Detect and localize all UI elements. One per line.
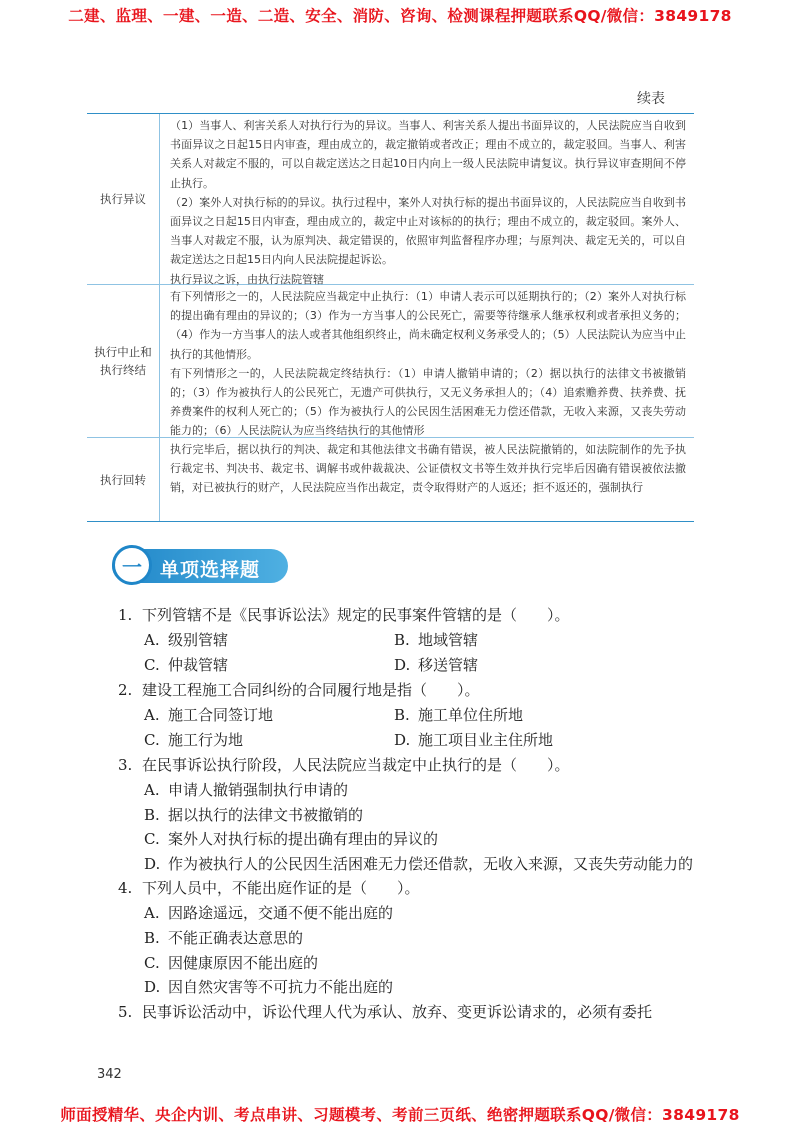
option-group <box>118 628 698 678</box>
option: B. 不能正确表达意思的 <box>144 928 304 947</box>
section-title: 单项选择题 <box>160 559 261 581</box>
option: D. 作为被执行人的公民因生活困难无力偿还借款，无收入来源，又丧失劳动能力的 <box>144 854 694 873</box>
table-row <box>87 114 694 284</box>
option: A. 级别管辖 <box>144 631 229 649</box>
option-group <box>118 703 698 753</box>
question <box>118 1000 698 1025</box>
question-stem: 5. 民事诉讼活动中，诉讼代理人代为承认、放弃、变更诉讼请求的，必须有委托 <box>118 1002 653 1021</box>
option: B. 施工单位住所地 <box>394 706 524 724</box>
table-row <box>87 284 694 437</box>
option: D. 移送管辖 <box>394 656 479 674</box>
paragraph: 执行完毕后，据以执行的判决、裁定和其他法律文书确有错误，被人民法院撤销的，如法院制作的先予执行裁定书、判决书、裁定书、调解书或仲裁裁决、公证债权文书等生效并执行完毕后因确有错误被依法撤销，对已被执行的财产，人民法院应当作出裁定，责令取得财产的人返还；拒不返还的，强制执行 <box>170 443 686 495</box>
option: A. 申请人撤销强制执行申请的 <box>144 781 349 799</box>
question-stem: 3. 在民事诉讼执行阶段，人民法院应当裁定中止执行的是（ ）。 <box>118 756 570 774</box>
option: A. 施工合同签订地 <box>144 706 274 724</box>
enforcement-table <box>87 113 694 522</box>
question <box>118 876 698 999</box>
paragraph: 有下列情形之一的，人民法院裁定终结执行：（1）申请人撤销申请的；（2）据以执行的法律文书被撤销的；（3）作为被执行人的公民死亡，无遗产可供执行，又无义务承担人的；（4）追索赡养费、扶养费、抚养费案件的权利人死亡的；（5）作为被执行人的公民因生活困难无力偿还借款，无收入来源，又丧失劳动能力的；（6）人民法院认为应当终结执行的其他情形 <box>170 366 686 438</box>
option: D. 施工项目业主住所地 <box>394 731 554 749</box>
continued-label: 续表 <box>637 91 665 107</box>
row-category: 执行中止和 执行终结 <box>87 285 160 437</box>
row-content <box>160 438 694 521</box>
option: C. 仲裁管辖 <box>144 656 229 674</box>
option: D. 因自然灾害等不可抗力不能出庭的 <box>144 978 394 997</box>
option: B. 地域管辖 <box>394 631 479 649</box>
question-stem: 2. 建设工程施工合同纠纷的合同履行地是指（ ）。 <box>118 681 480 699</box>
question <box>118 603 698 678</box>
option: C. 施工行为地 <box>144 731 244 749</box>
option: C. 案外人对执行标的提出确有理由的异议的 <box>144 830 439 849</box>
paragraph: 执行异议之诉，由执行法院管辖 <box>170 272 324 286</box>
option: B. 据以执行的法律文书被撤销的 <box>144 805 364 824</box>
row-content <box>160 285 694 437</box>
row-content <box>160 114 694 284</box>
question-stem: 1. 下列管辖不是《民事诉讼法》规定的民事案件管辖的是（ ）。 <box>118 606 570 624</box>
option-group <box>118 901 698 999</box>
table-row <box>87 437 694 521</box>
option-group <box>118 778 698 876</box>
top-promo-banner: 二建、监理、一建、一造、二造、安全、消防、咨询、检测课程押题联系QQ/微信：3849178 <box>68 7 732 25</box>
paragraph: 有下列情形之一的，人民法院应当裁定中止执行：（1）申请人表示可以延期执行的；（2）案外人对执行标的提出确有理由的异议的；（3）作为一方当事人的公民死亡，需要等待继承人继承权利或者承担义务的；（4）作为一方当事人的法人或者其他组织终止，尚未确定权利义务承受人的；（5）人民法院认为应当中止执行的其他情形。 <box>170 290 686 361</box>
row-category: 执行回转 <box>87 438 160 521</box>
page-number: 342 <box>97 1067 122 1082</box>
paragraph: （1）当事人、利害关系人对执行行为的异议。当事人、利害关系人提出书面异议的，人民法院应当自收到书面异议之日起15日内审查，理由成立的，裁定撤销或者改正；理由不成立的，裁定驳回。当事人、利害关系人对裁定不服的，可以自裁定送达之日起10日内向上一级人民法院申请复议。执行异议审查期间不停止执行。 <box>170 119 686 190</box>
question-list <box>118 603 698 1025</box>
row-category: 执行异议 <box>87 114 160 284</box>
option: C. 因健康原因不能出庭的 <box>144 953 319 972</box>
question <box>118 753 698 876</box>
question-stem: 4. 下列人员中，不能出庭作证的是（ ）。 <box>118 879 420 898</box>
question <box>118 678 698 753</box>
option: A. 因路途遥远，交通不便不能出庭的 <box>144 904 394 923</box>
paragraph: （2）案外人对执行标的的异议。执行过程中，案外人对执行标的提出书面异议的，人民法院应当自收到书面异议之日起15日内审查，理由成立的，裁定中止对该标的的执行；理由不成立的，裁定驳回。案外人、当事人对裁定不服，认为原判决、裁定错误的，依照审判监督程序办理；与原判决、裁定无关的，可以自裁定送达之日起15日内向人民法院提起诉讼。 <box>170 195 686 267</box>
section-heading <box>112 545 292 589</box>
bottom-promo-banner: 师面授精华、央企内训、考点串讲、习题模考、考前三页纸、绝密押题联系QQ/微信：3849178 <box>60 1106 740 1124</box>
section-number-badge: 一 <box>112 545 152 585</box>
